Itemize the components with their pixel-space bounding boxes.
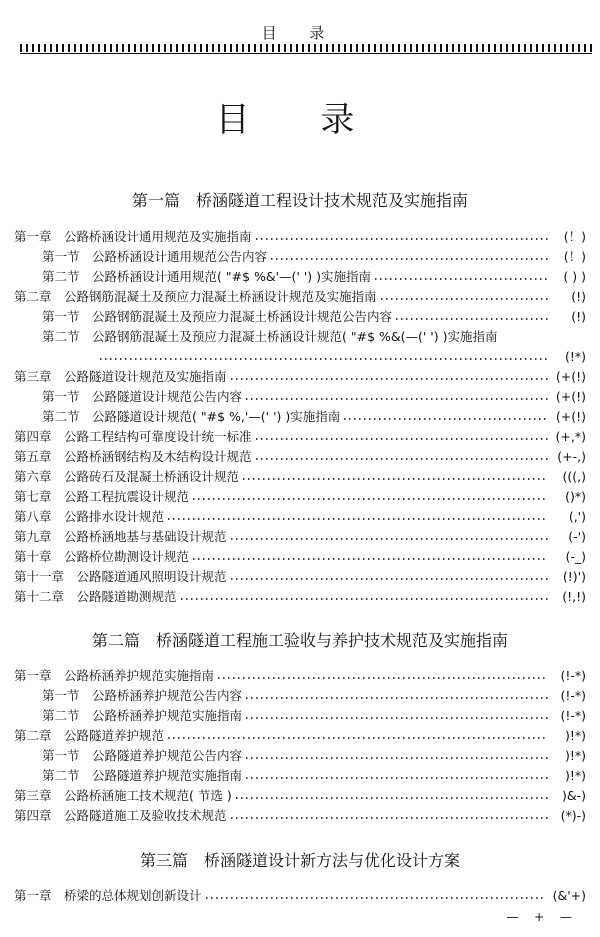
toc-entry[interactable]: 第一节 公路隧道养护规范公告内容 )!*) — [42, 747, 586, 763]
toc-entry[interactable]: 第八章 公路排水设计规范 (,') — [14, 508, 586, 524]
toc-entry[interactable]: 第三章 公路隧道设计规范及实施指南 (+(!) — [14, 368, 586, 384]
toc-entry[interactable]: 第二节 公路隧道养护规范实施指南 )!*) — [42, 767, 586, 783]
toc-entry[interactable]: 第二节 公路桥涵养护规范实施指南 (!-*) — [42, 707, 586, 723]
toc-entry[interactable]: 第四章 公路隧道施工及验收技术规范 (*)-) — [14, 807, 586, 823]
page-title: 目 录 — [215, 100, 385, 140]
toc-entry[interactable]: 第一节 公路桥涵设计通用规范公告内容 (！) — [42, 249, 586, 264]
toc-entry[interactable]: 第一章 公路桥涵养护规范实施指南 (!-*) — [14, 667, 586, 683]
toc-entry[interactable]: 第九章 公路桥涵地基与基础设计规范 (-') — [14, 528, 586, 544]
toc-entry[interactable]: 第十一章 公路隧道通风照明设计规范 (!)') — [14, 568, 586, 584]
toc-entry[interactable]: 第一节 公路桥涵养护规范公告内容 (!-*) — [42, 687, 586, 703]
toc-entry[interactable]: 第二节 公路桥涵设计通用规范( "#$ %&'—(' ') )实施指南 ( ) ) — [42, 268, 586, 284]
toc-entry[interactable]: 第七章 公路工程抗震设计规范 ()*) — [14, 488, 586, 504]
toc-entry[interactable]: 第二章 公路钢筋混凝土及预应力混凝土桥涵设计规范及实施指南 (!) — [14, 288, 586, 304]
toc-entry[interactable]: 第一节 公路钢筋混凝土及预应力混凝土桥涵设计规范公告内容 (!) — [42, 308, 586, 324]
header-dashed-rule — [20, 44, 592, 52]
running-header: 目 录 — [261, 24, 339, 42]
page-number: — + — — [506, 910, 578, 924]
toc-entry[interactable]: 第一章 桥梁的总体规划创新设计 (&'+) — [14, 887, 586, 903]
toc-entry[interactable]: 第五章 公路桥涵钢结构及木结构设计规范 (+-,) — [14, 448, 586, 464]
toc-entry[interactable]: 第二章 公路隧道养护规范 )!*) — [14, 727, 586, 743]
toc-entry[interactable]: 第一章 公路桥涵设计通用规范及实施指南 (！) — [14, 229, 586, 244]
toc-entry[interactable]: 第四章 公路工程结构可靠度设计统一标准 (+,*) — [14, 428, 586, 444]
toc-entry[interactable]: 第六章 公路砖石及混凝土桥涵设计规范 (((,) — [14, 468, 586, 484]
part-heading-1: 第一篇 桥涵隧道工程设计技术规范及实施指南 — [131, 191, 468, 210]
toc-entry[interactable]: 第一节 公路隧道设计规范公告内容 (+(!) — [42, 388, 586, 404]
toc-entry[interactable]: 第十章 公路桥位勘测设计规范 (-_) — [14, 548, 586, 564]
toc-entry-wrapped-label: 第二节 公路钢筋混凝土及预应力混凝土桥涵设计规范( "#$ %&(—(' ') )实施指南 — [42, 329, 498, 344]
header-rule — [20, 53, 592, 54]
toc-entry[interactable]: 第二节 公路隧道设计规范( "#$ %,'—(' ') )实施指南 (+(!) — [42, 408, 586, 424]
toc-entry[interactable]: 第三章 公路桥涵施工技术规范( 节选 ) )&-) — [14, 787, 586, 803]
part-heading-3: 第三篇 桥涵隧道设计新方法与优化设计方案 — [139, 851, 460, 870]
toc-entry-wrapped-leader[interactable]: (!*) — [100, 347, 586, 365]
toc-entry[interactable]: 第十二章 公路隧道勘测规范 (!,!) — [14, 588, 586, 604]
part-heading-2: 第二篇 桥涵隧道工程施工验收与养护技术规范及实施指南 — [91, 631, 508, 650]
